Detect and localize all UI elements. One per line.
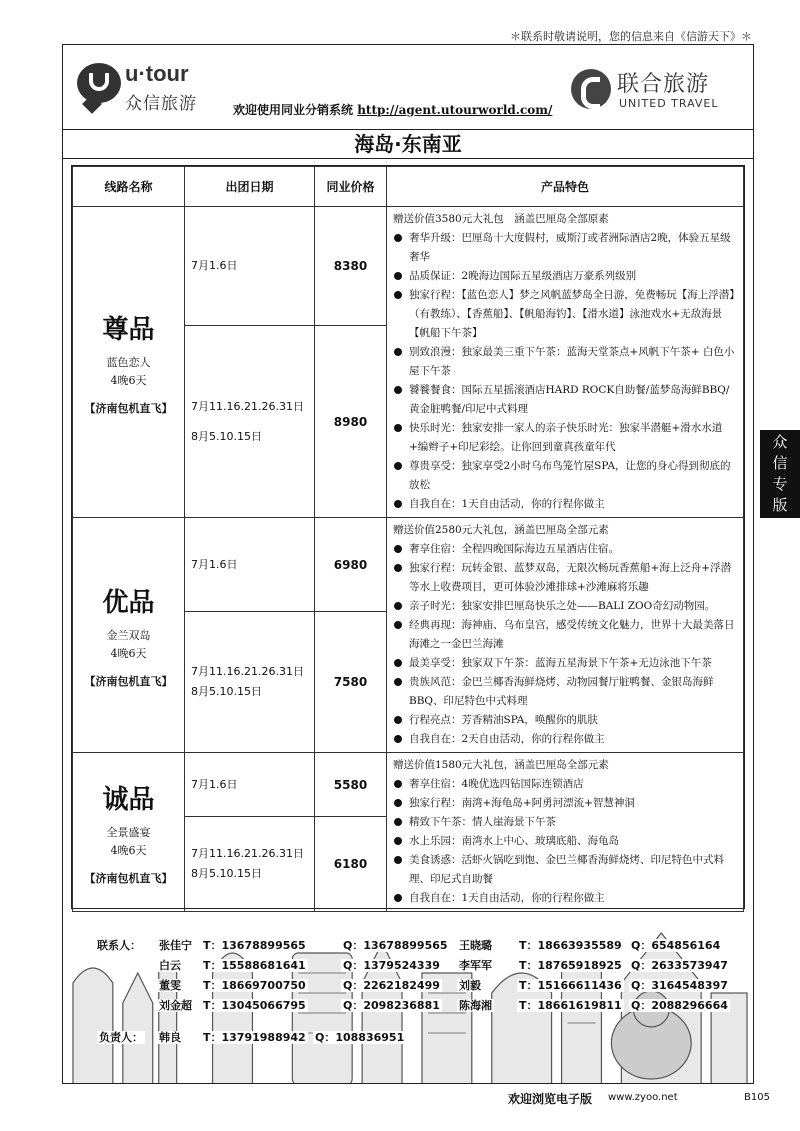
welcome-text: 欢迎使用同业分销系统 xyxy=(233,103,354,117)
gift-note: 赠送价值1580元大礼包，涵盖巴厘岛全部元素 xyxy=(393,759,609,771)
contact-name: 张佳宁 xyxy=(159,939,192,952)
price-cell: 8380 xyxy=(315,207,387,326)
agent-url-link[interactable]: http://agent.utourworld.com/ xyxy=(357,103,553,117)
price-cell: 7580 xyxy=(315,612,387,753)
date-july: 7月11.16.21.26.31日 xyxy=(191,399,304,413)
date-cell: 7月1.6日 xyxy=(185,207,315,326)
tier-name: 优品 xyxy=(102,587,155,618)
contact-phone: T：15166611436 xyxy=(519,979,622,992)
list-item: 独家行程：【蓝色恋人】梦之风帆蓝梦岛全日游，免费畅玩【海上浮潜】（有教练）、【香蕉船】、【帆船海钓】、【滑水道】泳池戏水+无敌海景【帆船下午茶】 xyxy=(393,286,737,343)
header xyxy=(63,45,753,127)
flight-note: 【济南包机直飞】 xyxy=(84,401,173,415)
table-row xyxy=(73,207,744,326)
utour-bubble-icon xyxy=(77,63,121,103)
list-item: 饕餮餐食：国际五星摇滚酒店HARD ROCK自助餐/蓝梦岛海鲜BBQ/黄金脏鸭餐/印尼中式料理 xyxy=(393,381,737,419)
top-notice: ＊联系时敬请说明，您的信息来自《信游天下》＊ xyxy=(510,30,752,43)
united-en-name: UNITED TRAVEL xyxy=(619,97,719,110)
manager-phone: T：13791988942 xyxy=(203,1031,306,1044)
list-item: 奢享住宿：4晚优选四钻国际连锁酒店 xyxy=(393,775,737,794)
tier-name: 诚品 xyxy=(102,784,155,815)
route-duration: 4晚6天 xyxy=(110,646,147,660)
date-august: 8月5.10.15日 xyxy=(191,867,262,881)
price-cell: 6180 xyxy=(315,817,387,912)
contact-qq: Q：2098236881 xyxy=(343,999,440,1012)
side-tab: 众 信 专 版 xyxy=(760,430,800,518)
route-duration: 4晚6天 xyxy=(110,373,147,387)
manager-qq: Q：108836951 xyxy=(315,1031,405,1044)
date-cell: 7月1.6日 xyxy=(185,753,315,817)
list-item: 经典再现：海神庙、乌布皇宫，感受传统文化魅力，世界十大最美落日海滩之一金巴兰海滩 xyxy=(393,616,737,654)
date-august: 8月5.10.15日 xyxy=(191,685,262,698)
manager-name: 韩良 xyxy=(159,1031,181,1044)
list-item: 尊贵享受：独家享受2小时乌布鸟笼竹屋SPA，让您的身心得到彻底的放松 xyxy=(393,457,737,495)
list-item: 品质保证：2晚海边国际五星级酒店万豪系列级别 xyxy=(393,267,737,286)
contact-name: 刘毅 xyxy=(459,979,481,992)
contacts-section xyxy=(63,913,753,1084)
united-mark-icon xyxy=(571,69,611,109)
route-sub: 金兰双岛 xyxy=(106,628,151,642)
route-sub: 蓝色恋人 xyxy=(106,355,151,369)
list-item: 自我自在：1天自由活动，你的行程你做主 xyxy=(393,495,737,514)
header-features: 产品特色 xyxy=(387,167,744,207)
list-item: 贵族风范：金巴兰椰香海鲜烧烤、动物园餐厅脏鸭餐、金银岛海鲜BBQ、印尼特色中式料理 xyxy=(393,673,737,711)
footer-welcome: 欢迎浏览电子版 xyxy=(508,1092,593,1106)
list-item: 快乐时光：独家安排一家人的亲子快乐时光：独家半潜艇+滑水水道+编辫子+印尼彩绘。让你回到童真孩童年代 xyxy=(393,419,737,457)
price-cell: 6980 xyxy=(315,518,387,612)
manager-label: 负责人： xyxy=(99,1031,143,1044)
date-cell xyxy=(185,817,315,912)
route-cell xyxy=(73,518,185,753)
gift-note: 赠送价值3580元大礼包 涵盖巴厘岛全部原素 xyxy=(393,213,609,225)
contact-name: 王晓璐 xyxy=(459,939,492,952)
flight-note: 【济南包机直飞】 xyxy=(84,674,173,688)
contact-phone: T：13045066795 xyxy=(203,999,306,1012)
contact-qq: Q：2088296664 xyxy=(631,999,728,1012)
united-cn-name: 联合旅游 xyxy=(617,72,710,97)
welcome-line xyxy=(233,101,552,118)
contact-phone: T：18661619811 xyxy=(519,999,622,1012)
contact-qq: Q：2633573947 xyxy=(631,959,728,972)
contact-phone: T：13678899565 xyxy=(203,939,306,952)
united-travel-logo xyxy=(571,67,741,117)
section-title: 海岛·东南亚 xyxy=(63,129,753,159)
header-date: 出团日期 xyxy=(185,167,315,207)
contact-name: 刘金超 xyxy=(159,999,192,1012)
price-cell: 8980 xyxy=(315,326,387,518)
ad-frame xyxy=(62,44,754,1084)
list-item: 自我自在：1天自由活动，你的行程你做主 xyxy=(393,889,737,908)
contact-qq: Q：654856164 xyxy=(631,939,721,952)
contact-row xyxy=(157,937,194,953)
date-cell xyxy=(185,612,315,753)
list-item: 水上乐园：南湾水上中心、玻璃底船、海龟岛 xyxy=(393,832,737,851)
contact-label: 联系人： xyxy=(97,939,141,952)
features-cell xyxy=(387,753,744,912)
list-item: 最美享受：独家双下午茶：蓝海五星海景下午茶+无边泳池下午茶 xyxy=(393,654,737,673)
header-route: 线路名称 xyxy=(73,167,185,207)
contact-phone: T：18765918925 xyxy=(519,959,622,972)
route-sub: 全景盛宴 xyxy=(106,825,151,839)
route-duration: 4晚6天 xyxy=(110,843,147,857)
route-cell xyxy=(73,753,185,912)
contact-phone: T：18669700750 xyxy=(203,979,306,992)
features-cell xyxy=(387,207,744,518)
date-august: 8月5.10.15日 xyxy=(191,429,262,443)
utour-logo xyxy=(77,59,217,115)
contact-name: 陈海湘 xyxy=(459,999,492,1012)
header-price: 同业价格 xyxy=(315,167,387,207)
date-cell xyxy=(185,326,315,518)
contact-qq: Q：2262182499 xyxy=(343,979,440,992)
route-cell xyxy=(73,207,185,518)
list-item: 美食诱惑：活虾火锅吃到饱、金巴兰椰香海鲜烧烤、印尼特色中式料理、印尼式自助餐 xyxy=(393,851,737,889)
product-table xyxy=(72,166,744,912)
contact-name: 李军军 xyxy=(459,959,492,972)
list-item: 独家行程：玩转金银、蓝梦双岛，无限次畅玩香蕉船+海上泛舟+浮潜等水上收费项目，更可体验沙滩排球+沙滩麻将乐趣 xyxy=(393,559,737,597)
list-item: 精致下午茶：情人崖海景下午茶 xyxy=(393,813,737,832)
list-item: 奢华升级：巴厘岛十大度假村，威斯汀或者洲际酒店2晚，体验五星级奢华 xyxy=(393,229,737,267)
list-item: 独家行程：南湾+海龟岛+阿勇河漂流+智慧神洞 xyxy=(393,794,737,813)
features-cell xyxy=(387,518,744,753)
date-july: 7月11.16.21.26.31日 xyxy=(191,665,304,678)
list-item: 别致浪漫：独家最美三重下午茶：蓝海天堂茶点+风帆下午茶+ 白色小屋下午茶 xyxy=(393,343,737,381)
product-table-wrap xyxy=(71,165,745,909)
gift-note: 赠送价值2580元大礼包，涵盖巴厘岛全部元素 xyxy=(393,524,609,536)
contact-name: 董雯 xyxy=(159,979,181,992)
table-row xyxy=(73,753,744,817)
contact-qq: Q：13678899565 xyxy=(343,939,448,952)
contact-qq: Q：3164548397 xyxy=(631,979,728,992)
contact-phone: T：18663935589 xyxy=(519,939,622,952)
table-header-row xyxy=(73,167,744,207)
table-row xyxy=(73,518,744,612)
utour-cn-name: 众信旅游 xyxy=(125,94,197,114)
page-number: B105 xyxy=(744,1092,770,1103)
contact-name: 白云 xyxy=(159,959,181,972)
contact-qq: Q：1379524339 xyxy=(343,959,440,972)
contact-phone: T：15588681641 xyxy=(203,959,306,972)
price-cell: 5580 xyxy=(315,753,387,817)
date-july: 7月11.16.21.26.31日 xyxy=(191,847,304,861)
flight-note: 【济南包机直飞】 xyxy=(84,871,173,885)
tier-name: 尊品 xyxy=(102,314,155,345)
date-cell: 7月1.6日 xyxy=(185,518,315,612)
footer-url-link[interactable]: www.zyoo.net xyxy=(608,1092,678,1103)
utour-name: u·tour xyxy=(125,61,189,86)
list-item: 行程亮点：芳香精油SPA，唤醒你的肌肤 xyxy=(393,711,737,730)
list-item: 自我自在：2天自由活动，你的行程你做主 xyxy=(393,730,737,749)
list-item: 奢享住宿：全程四晚国际海边五星酒店住宿。 xyxy=(393,540,737,559)
list-item: 亲子时光：独家安排巴厘岛快乐之处——BALI ZOO奇幻动物园。 xyxy=(393,597,737,616)
